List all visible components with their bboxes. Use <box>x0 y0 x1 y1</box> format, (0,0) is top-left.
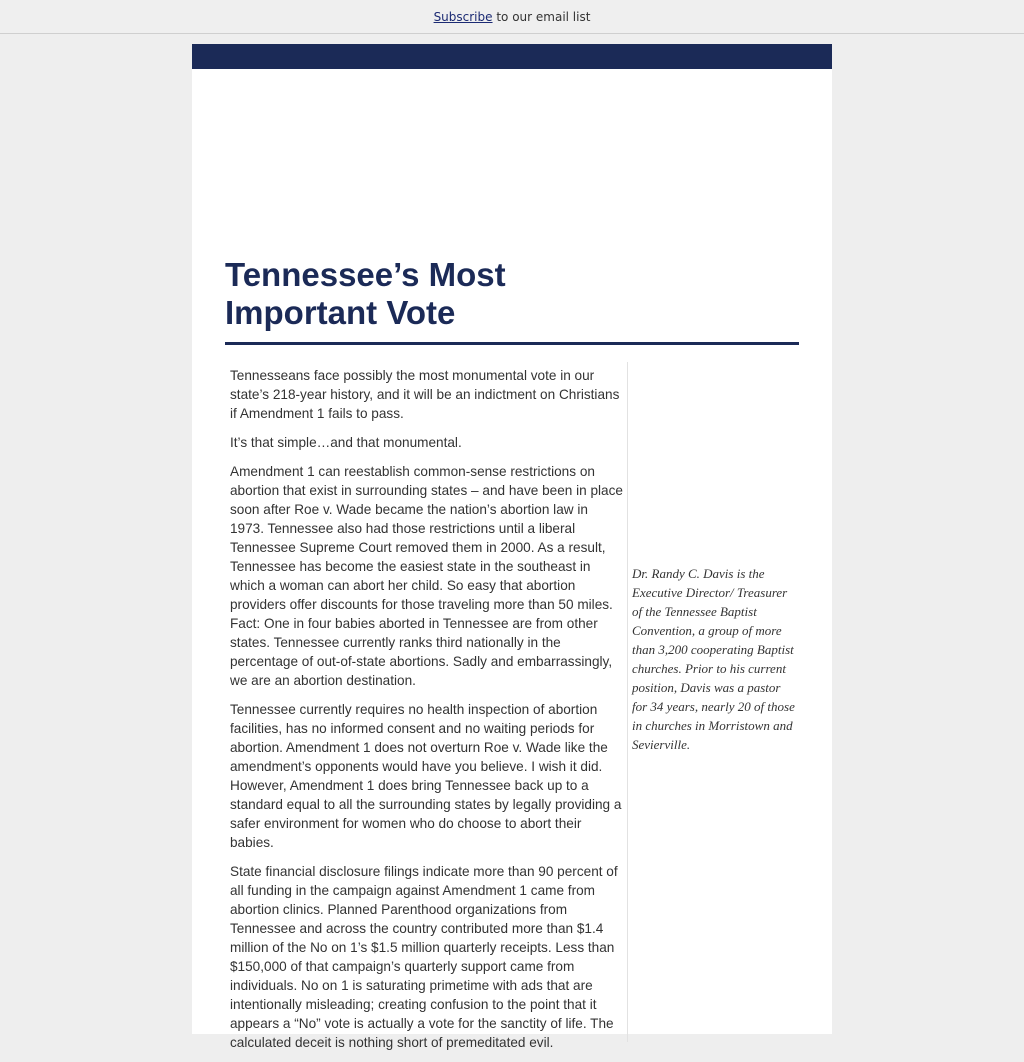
sidebar-divider <box>627 362 628 1042</box>
article-paragraph-4: Tennessee currently requires no health inspection of abortion facilities, has no informed consent and no waiting periods for abortion. Amendment 1 does not overturn Roe v. Wade like the amendment’s opponents would have you believe. I wish it did. However, Amendment 1 does bring Tennessee back up to a standard equal to all the surrounding states by legally providing a safer environment for women who do choose to abort their babies. <box>230 702 622 850</box>
title-divider <box>225 342 799 345</box>
article-body <box>230 366 624 1062</box>
article-paragraph-5: State financial disclosure filings indicate more than 90 percent of all funding in the campaign against Amendment 1 came from abortion clinics. Planned Parenthood organizations from Tennessee and across the country contributed more than $1.4 million of the No on 1’s $1.5 million quarterly receipts. Less than $150,000 of that campaign’s quarterly support came from individuals. No on 1 is saturating primetime with ads that are intentionally misleading; creating confusion to the point that it appears a “No” vote is actually a vote for the sanctity of life. The calculated deceit is nothing short of premeditated evil. <box>230 864 618 1050</box>
subscribe-link[interactable]: Subscribe <box>433 10 493 24</box>
header-band <box>192 44 832 69</box>
newsletter-card <box>192 44 832 1050</box>
article-title-line1: Tennessee’s Most <box>225 256 506 293</box>
article-title-line2: Important Vote <box>225 294 456 331</box>
subscribe-suffix-text: to our email list <box>492 10 591 24</box>
article-paragraph-2: It’s that simple…and that monumental. <box>230 435 462 450</box>
article-title <box>225 256 625 332</box>
article-paragraph-1: Tennesseans face possibly the most monumental vote in our state’s 218-year history, and it will be an indictment on Christians if Amendment 1 fails to pass. <box>230 368 620 421</box>
author-bio: Dr. Randy C. Davis is the Executive Director/ Treasurer of the Tennessee Baptist Convention, a group of more than 3,200 cooperating Baptist churches. Prior to his current position, Davis was a pastor for 34 years, nearly 20 of those in churches in Morristown and Sevierville. <box>632 566 795 752</box>
subscribe-bar <box>0 0 1024 34</box>
article-paragraph-3: Amendment 1 can reestablish common-sense restrictions on abortion that exist in surrounding states – and have been in place soon after Roe v. Wade became the nation’s abortion law in 1973. Tennessee also had those restrictions until a liberal Tennessee Supreme Court removed them in 2000. As a result, Tennessee has become the easiest state in the southeast in which a woman can abort her child. So easy that abortion providers offer discounts for those traveling more than 50 miles. Fact: One in four babies aborted in Tennessee are from other states. Tennessee currently ranks third nationally in the percentage of out-of-state abortions. Sadly and embarrassingly, we are an abortion destination. <box>230 464 623 688</box>
